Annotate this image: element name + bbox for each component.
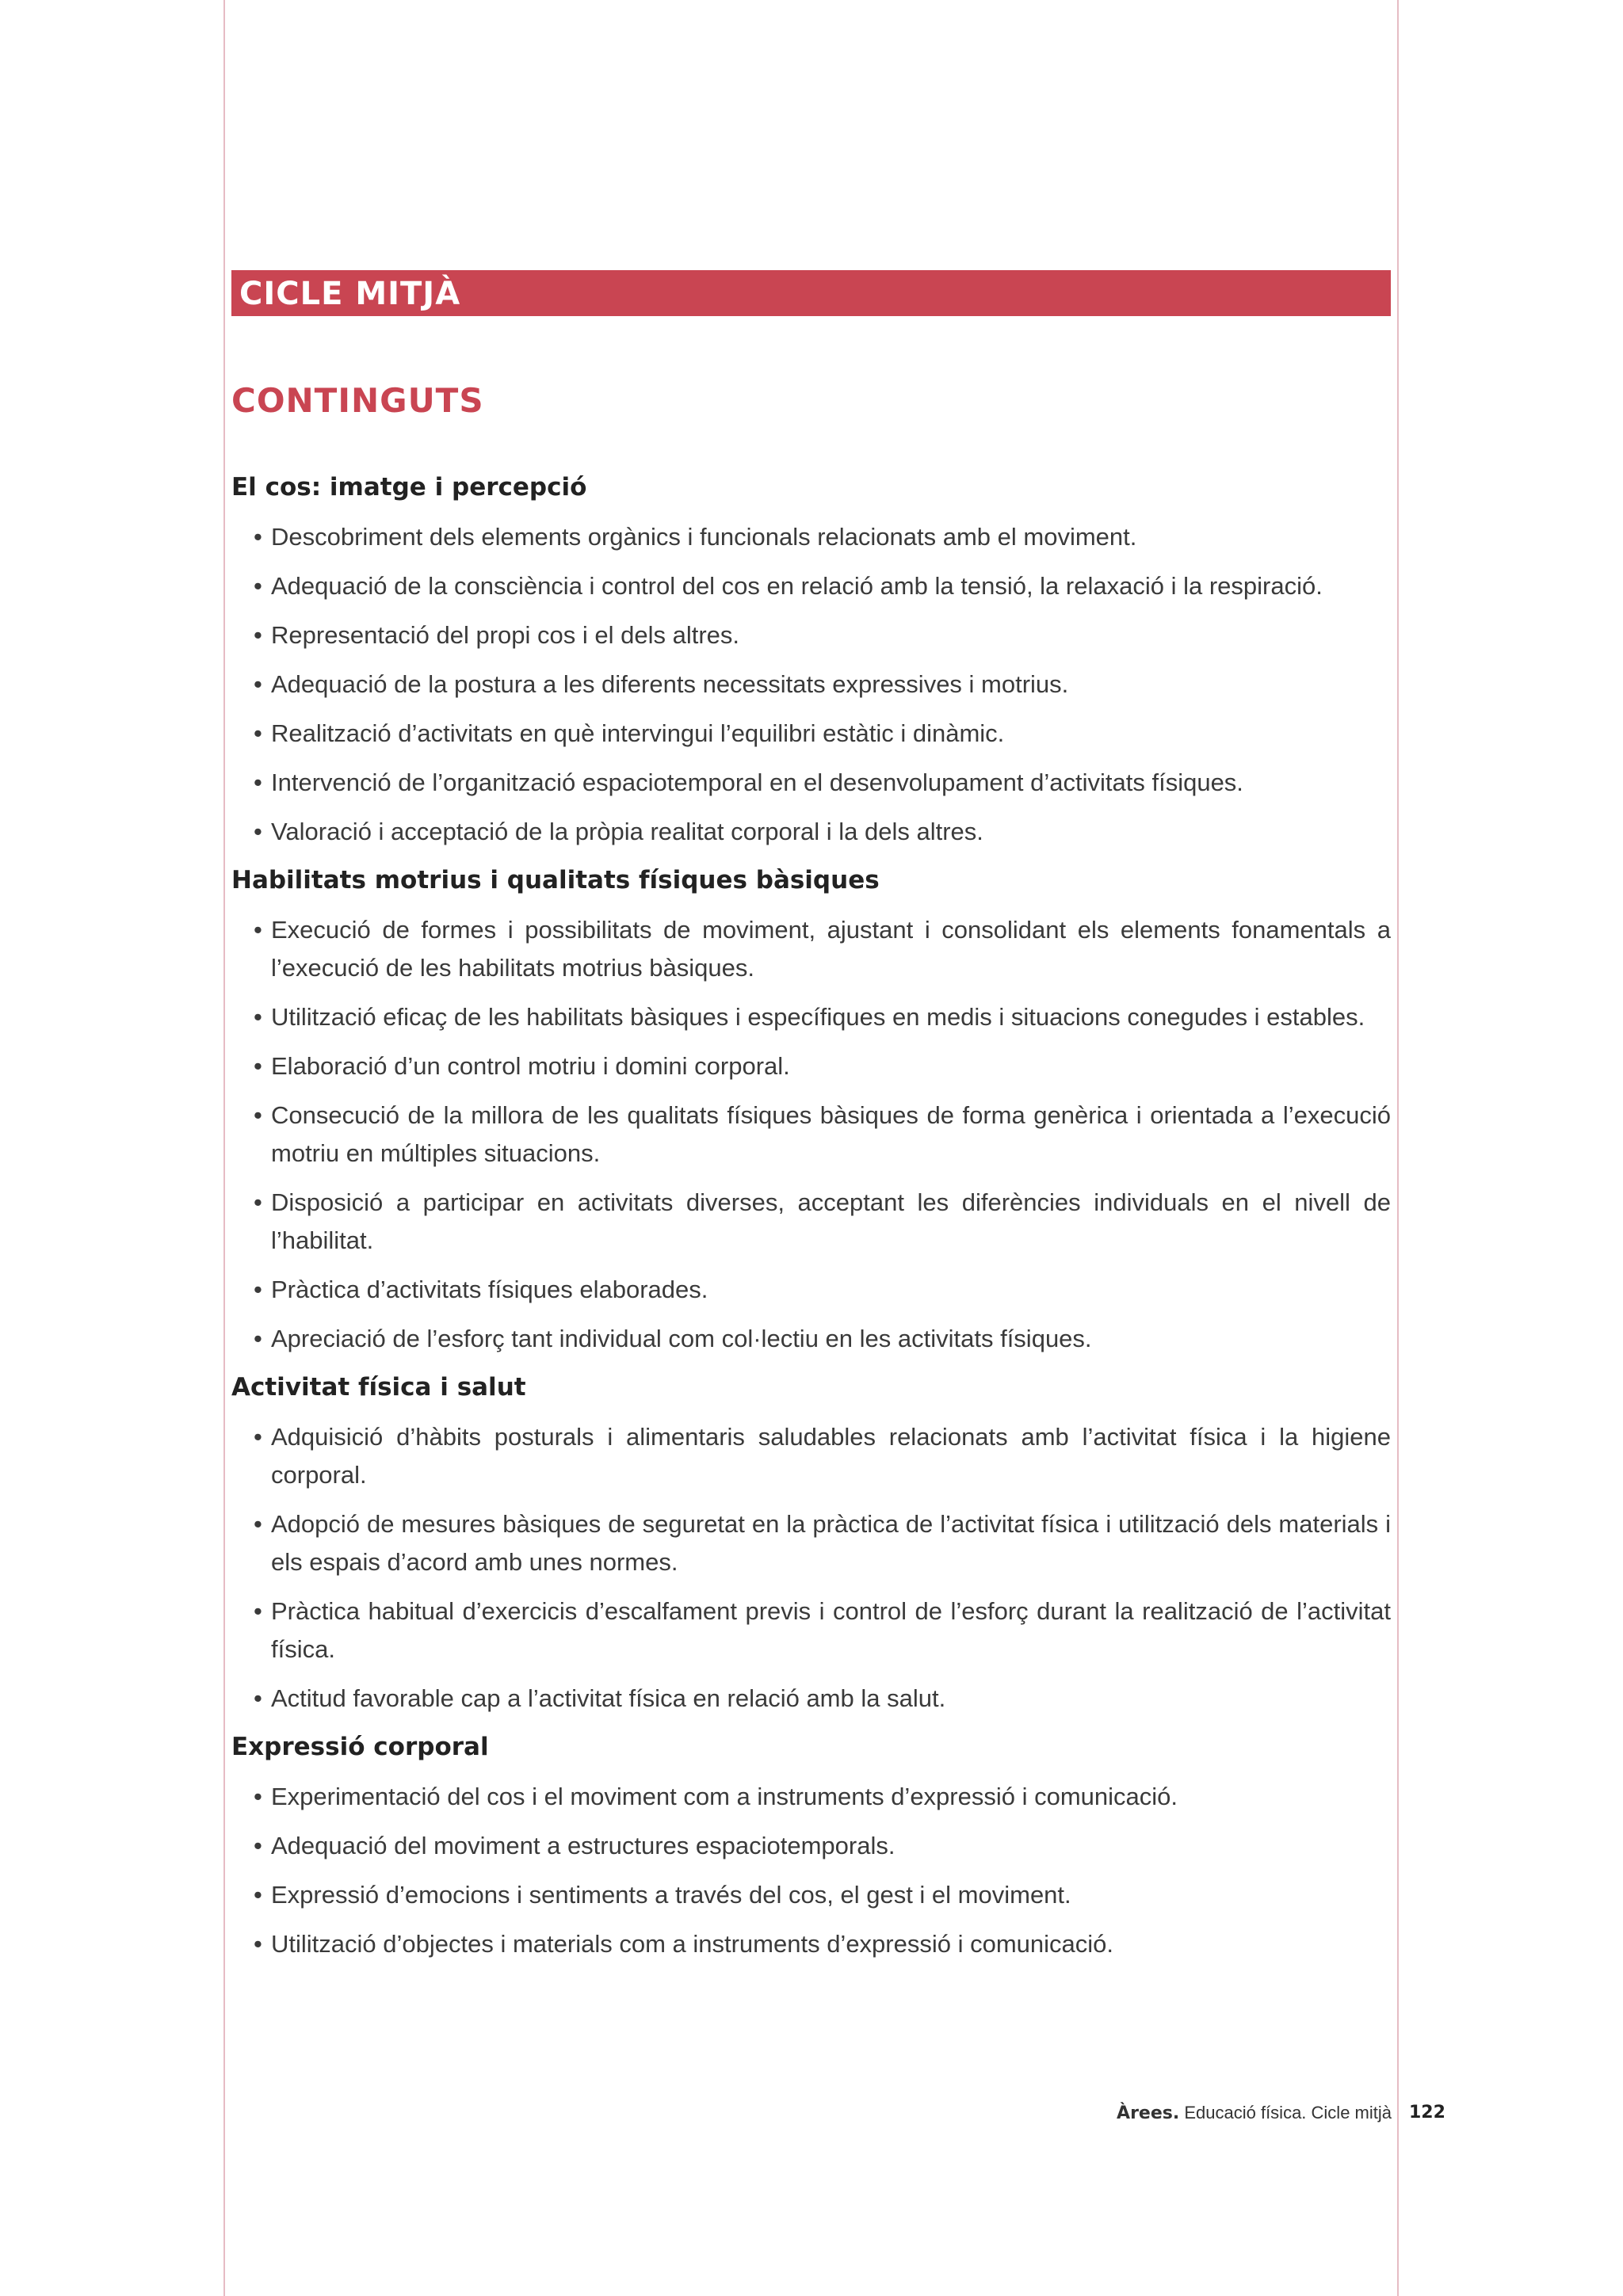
list-item: • Adopció de mesures bàsiques de seguretat en la pràctica de l’activitat física i utilització dels materials i els espais d’acord amb unes normes.	[231, 1505, 1391, 1581]
list-item: • Realització d’activitats en què intervingui l’equilibri estàtic i dinàmic.	[231, 715, 1391, 753]
item-list	[231, 1418, 1391, 1718]
banner-title: CICLE MITJÀ	[239, 276, 461, 312]
list-item: • Representació del propi cos i el dels altres.	[231, 616, 1391, 654]
list-item: • Utilització eficaç de les habilitats bàsiques i específiques en medis i situacions conegudes i estables.	[231, 998, 1391, 1036]
footer-subject-label: Educació física. Cicle mitjà	[1184, 2103, 1392, 2122]
list-item: • Actitud favorable cap a l’activitat física en relació amb la salut.	[231, 1680, 1391, 1718]
list-item: • Intervenció de l’organització espaciotemporal en el desenvolupament d’activitats físiques.	[231, 764, 1391, 802]
right-margin-line	[1397, 0, 1399, 2296]
block-title: Expressió corporal	[231, 1733, 489, 1761]
block-title: El cos: imatge i percepció	[231, 473, 587, 502]
footer-section-label: Àrees.	[1117, 2103, 1180, 2123]
cycle-banner	[231, 270, 1391, 316]
content-block-body-expression	[231, 1727, 1391, 1963]
list-item: • Descobriment dels elements orgànics i funcionals relacionats amb el moviment.	[231, 518, 1391, 556]
list-item: • Experimentació del cos i el moviment com a instruments d’expressió i comunicació.	[231, 1778, 1391, 1816]
list-item: • Utilització d’objectes i materials com a instruments d’expressió i comunicació.	[231, 1925, 1391, 1963]
content-block-physical-activity-health	[231, 1367, 1391, 1718]
left-margin-line	[223, 0, 225, 2296]
list-item: • Apreciació de l’esforç tant individual com col·lectiu en les activitats físiques.	[231, 1320, 1391, 1358]
list-item: • Valoració i acceptació de la pròpia realitat corporal i la dels altres.	[231, 813, 1391, 851]
list-item: • Adequació de la postura a les diferents necessitats expressives i motrius.	[231, 666, 1391, 704]
item-list	[231, 1778, 1391, 1963]
content-block-motor-skills	[231, 860, 1391, 1358]
list-item: • Consecució de la millora de les qualitats físiques bàsiques de forma genèrica i orientada a l’execució motriu en múltiples situacions.	[231, 1097, 1391, 1173]
list-item: • Pràctica d’activitats físiques elaborades.	[231, 1271, 1391, 1309]
contents-list	[231, 467, 1391, 1973]
section-title: CONTINGUTS	[231, 381, 484, 420]
list-item: • Disposició a participar en activitats diverses, acceptant les diferències individuals en el nivell de l’habilitat.	[231, 1184, 1391, 1260]
content-block-body-perception	[231, 467, 1391, 851]
list-item: • Expressió d’emocions i sentiments a través del cos, el gest i el moviment.	[231, 1876, 1391, 1914]
list-item: • Elaboració d’un control motriu i domini corporal.	[231, 1047, 1391, 1085]
list-item: • Adequació de la consciència i control del cos en relació amb la tensió, la relaxació i la respiració.	[231, 567, 1391, 605]
item-list	[231, 911, 1391, 1358]
item-list	[231, 518, 1391, 851]
list-item: • Pràctica habitual d’exercicis d’escalfament previs i control de l’esforç durant la realització de l’activitat física.	[231, 1592, 1391, 1669]
list-item: • Adquisició d’hàbits posturals i alimentaris saludables relacionats amb l’activitat física i la higiene corporal.	[231, 1418, 1391, 1494]
block-title: Activitat física i salut	[231, 1373, 526, 1402]
page-number: 122	[1409, 2103, 1445, 2122]
list-item: • Adequació del moviment a estructures espaciotemporals.	[231, 1827, 1391, 1865]
footer-label	[1117, 2101, 1392, 2126]
list-item: • Execució de formes i possibilitats de moviment, ajustant i consolidant els elements fonamentals a l’execució de les habilitats motrius bàsiques.	[231, 911, 1391, 987]
block-title: Habilitats motrius i qualitats físiques bàsiques	[231, 866, 880, 894]
